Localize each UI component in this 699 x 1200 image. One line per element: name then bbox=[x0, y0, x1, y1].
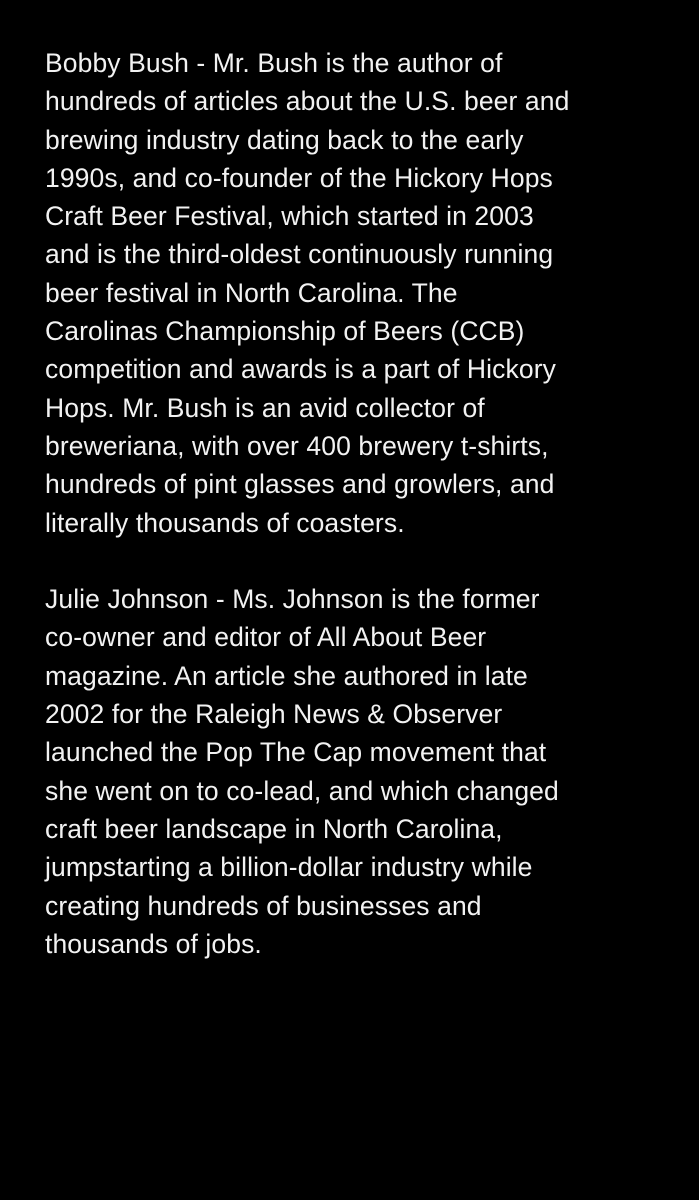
text-line: 2002 for the Raleigh News & Observer bbox=[45, 699, 503, 730]
text-line: magazine. An article she authored in late bbox=[45, 660, 528, 691]
text-line: breweriana, with over 400 brewery t-shirts, bbox=[45, 430, 549, 461]
text-line: creating hundreds of businesses and bbox=[45, 890, 482, 921]
text-line: craft beer landscape in North Carolina, bbox=[45, 813, 503, 844]
text-line: Hops. Mr. Bush is an avid collector of bbox=[45, 392, 485, 423]
text-line: thousands of jobs. bbox=[45, 928, 262, 959]
bio-bobby-bush bbox=[45, 44, 685, 542]
text-line: literally thousands of coasters. bbox=[45, 507, 405, 538]
text-line: she went on to co-lead, and which changed bbox=[45, 775, 559, 806]
bio-julie-johnson bbox=[45, 580, 685, 963]
text-line: brewing industry dating back to the early bbox=[45, 124, 524, 155]
text-line: competition and awards is a part of Hickory bbox=[45, 354, 556, 385]
text-line: Bobby Bush - Mr. Bush is the author of bbox=[45, 48, 503, 78]
text-line: Craft Beer Festival, which started in 2003 bbox=[45, 201, 534, 232]
text-line: hundreds of pint glasses and growlers, and bbox=[45, 469, 555, 500]
text-line: jumpstarting a billion-dollar industry while bbox=[45, 852, 533, 883]
text-line: Julie Johnson - Ms. Johnson is the former bbox=[45, 584, 540, 615]
text-line: hundreds of articles about the U.S. beer and bbox=[45, 86, 570, 117]
text-line: Carolinas Championship of Beers (CCB) bbox=[45, 316, 525, 347]
text-document bbox=[45, 44, 685, 963]
text-line: 1990s, and co-founder of the Hickory Hops bbox=[45, 162, 553, 193]
text-line: beer festival in North Carolina. The bbox=[45, 277, 458, 308]
text-line: and is the third-oldest continuously running bbox=[45, 239, 554, 270]
text-line: launched the Pop The Cap movement that bbox=[45, 737, 547, 768]
text-line: co-owner and editor of All About Beer bbox=[45, 622, 487, 653]
